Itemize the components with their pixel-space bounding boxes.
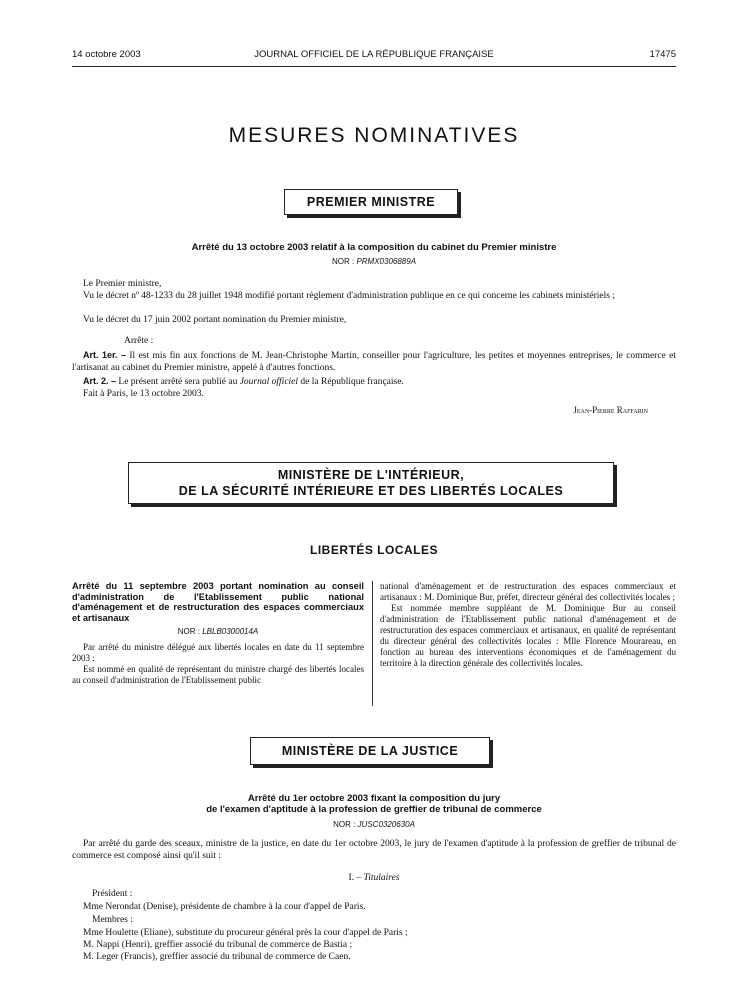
arrete-label: Arrête : bbox=[124, 336, 154, 346]
jury-member: M. Leger (Francis), greffier associé du tribunal de commerce de Caen. bbox=[83, 952, 351, 962]
arrete-title: Arrêté du 13 octobre 2003 relatif à la composition du cabinet du Premier ministre bbox=[191, 242, 557, 253]
left-column bbox=[72, 581, 364, 686]
nor-reference: NOR : LBLB0300014A bbox=[177, 627, 259, 636]
fait-line: Fait à Paris, le 13 octobre 2003. bbox=[83, 389, 204, 399]
section-title: PREMIER MINISTRE bbox=[306, 195, 436, 209]
column-divider bbox=[372, 581, 373, 706]
president-label: Président : bbox=[92, 889, 133, 899]
section-box-interieur bbox=[128, 462, 614, 504]
subsection-title: I. – Titulaires bbox=[348, 873, 400, 883]
text-paragraph: Par arrêté du garde des sceaux, ministre de la justice, en date du 1er octobre 2003, le jury de l'examen d'aptitude à la profession de greffier de tribunal de commerce est composé ainsi qu'il suit : bbox=[72, 839, 676, 861]
section-title-line-2: DE LA SÉCURITÉ INTÉRIEURE ET DES LIBERTÉS LOCALES bbox=[178, 484, 564, 498]
article-1 bbox=[72, 350, 676, 374]
section-box-justice bbox=[250, 737, 490, 765]
membres-label: Membres : bbox=[92, 915, 133, 925]
jury-member: M. Nappi (Henri), greffier associé du tribunal de commerce de Bastia ; bbox=[83, 940, 353, 950]
column-arrete-title: Arrêté du 11 septembre 2003 portant nomination au conseil d'administration de l'Etablissement public national d'aménagement et de restructuration des espaces commerciaux et artisanaux bbox=[72, 581, 364, 623]
header-date: 14 octobre 2003 bbox=[72, 49, 141, 60]
signature: Jean-Pierre Raffarin bbox=[573, 405, 648, 415]
header-page-number: 17475 bbox=[649, 49, 676, 60]
subheading-libertes-locales: LIBERTÉS LOCALES bbox=[309, 543, 438, 557]
section-title: MINISTÈRE DE LA JUSTICE bbox=[281, 744, 459, 758]
nor-reference bbox=[0, 257, 748, 266]
header-rule bbox=[72, 66, 676, 67]
jury-member: Mme Houlette (Eliane), substitute du procureur général près la cour d'appel de Paris ; bbox=[83, 928, 408, 938]
section-title-line-1: MINISTÈRE DE L'INTÉRIEUR, bbox=[277, 468, 465, 482]
header-journal-title: JOURNAL OFFICIEL DE LA RÉPUBLIQUE FRANÇAISE bbox=[254, 49, 494, 60]
text-line: Vu le décret du 17 juin 2002 portant nomination du Premier ministre, bbox=[83, 315, 347, 325]
article-2: Art. 2. – Le présent arrêté sera publié au Journal officiel de la République française. bbox=[83, 376, 404, 387]
text-paragraph: Vu le décret nº 48-1233 du 28 juillet 1948 modifié portant règlement d'administration publique en ce qui concerne les cabinets ministériels ; bbox=[83, 291, 615, 301]
nor-reference: NOR : JUSC0320630A bbox=[333, 820, 415, 829]
right-column bbox=[380, 581, 676, 669]
article-label: Art. 2. – bbox=[83, 376, 117, 386]
main-title: MESURES NOMINATIVES bbox=[228, 124, 520, 147]
text-paragraph: national d'aménagement et de restructuration des espaces commerciaux et artisanaux : M. Dominique Bur, préfet, directeur général des collectivités locales ; bbox=[380, 581, 676, 602]
arrete-title: Arrêté du 1er octobre 2003 fixant la composition du jury de l'examen d'aptitude à la profession de greffier de tribunal de commerce bbox=[206, 793, 542, 815]
section-box-premier-ministre bbox=[284, 189, 458, 215]
text-paragraph: Est nommé en qualité de représentant du ministre chargé des libertés locales au conseil d'administration de l'Etablissement public bbox=[72, 664, 364, 685]
text-paragraph: Par arrêté du ministre délégué aux libertés locales en date du 11 septembre 2003 : bbox=[72, 642, 364, 663]
nor-code: PRMX0306889A bbox=[356, 257, 417, 266]
jury-member: Mme Nerondat (Denise), présidente de chambre à la cour d'appel de Paris. bbox=[83, 902, 366, 912]
text-paragraph: Est nommée membre suppléant de M. Dominique Bur au conseil d'administration de l'Etablissement public national d'aménagement et de restructuration des espaces commerciaux et artisanaux, en qualité de représentant du directeur général des collectivités locales : Mlle Florence Mourareau, en fonction au bureau des interventions économiques et de l'aménagement du territoire à la direction générale des collectivités locales. bbox=[380, 603, 676, 668]
text-line: Le Premier ministre, bbox=[83, 279, 162, 289]
article-label: Art. 1er. – bbox=[83, 350, 127, 360]
nor-label: NOR : bbox=[331, 257, 355, 266]
article-text: Il est mis fin aux fonctions de M. Jean-Christophe Martin, conseiller pour l'agriculture, les petites et moyennes entreprises, le commerce et l'artisanat au cabinet du Premier ministre, appelé à d'autres fonctions. bbox=[72, 351, 676, 373]
